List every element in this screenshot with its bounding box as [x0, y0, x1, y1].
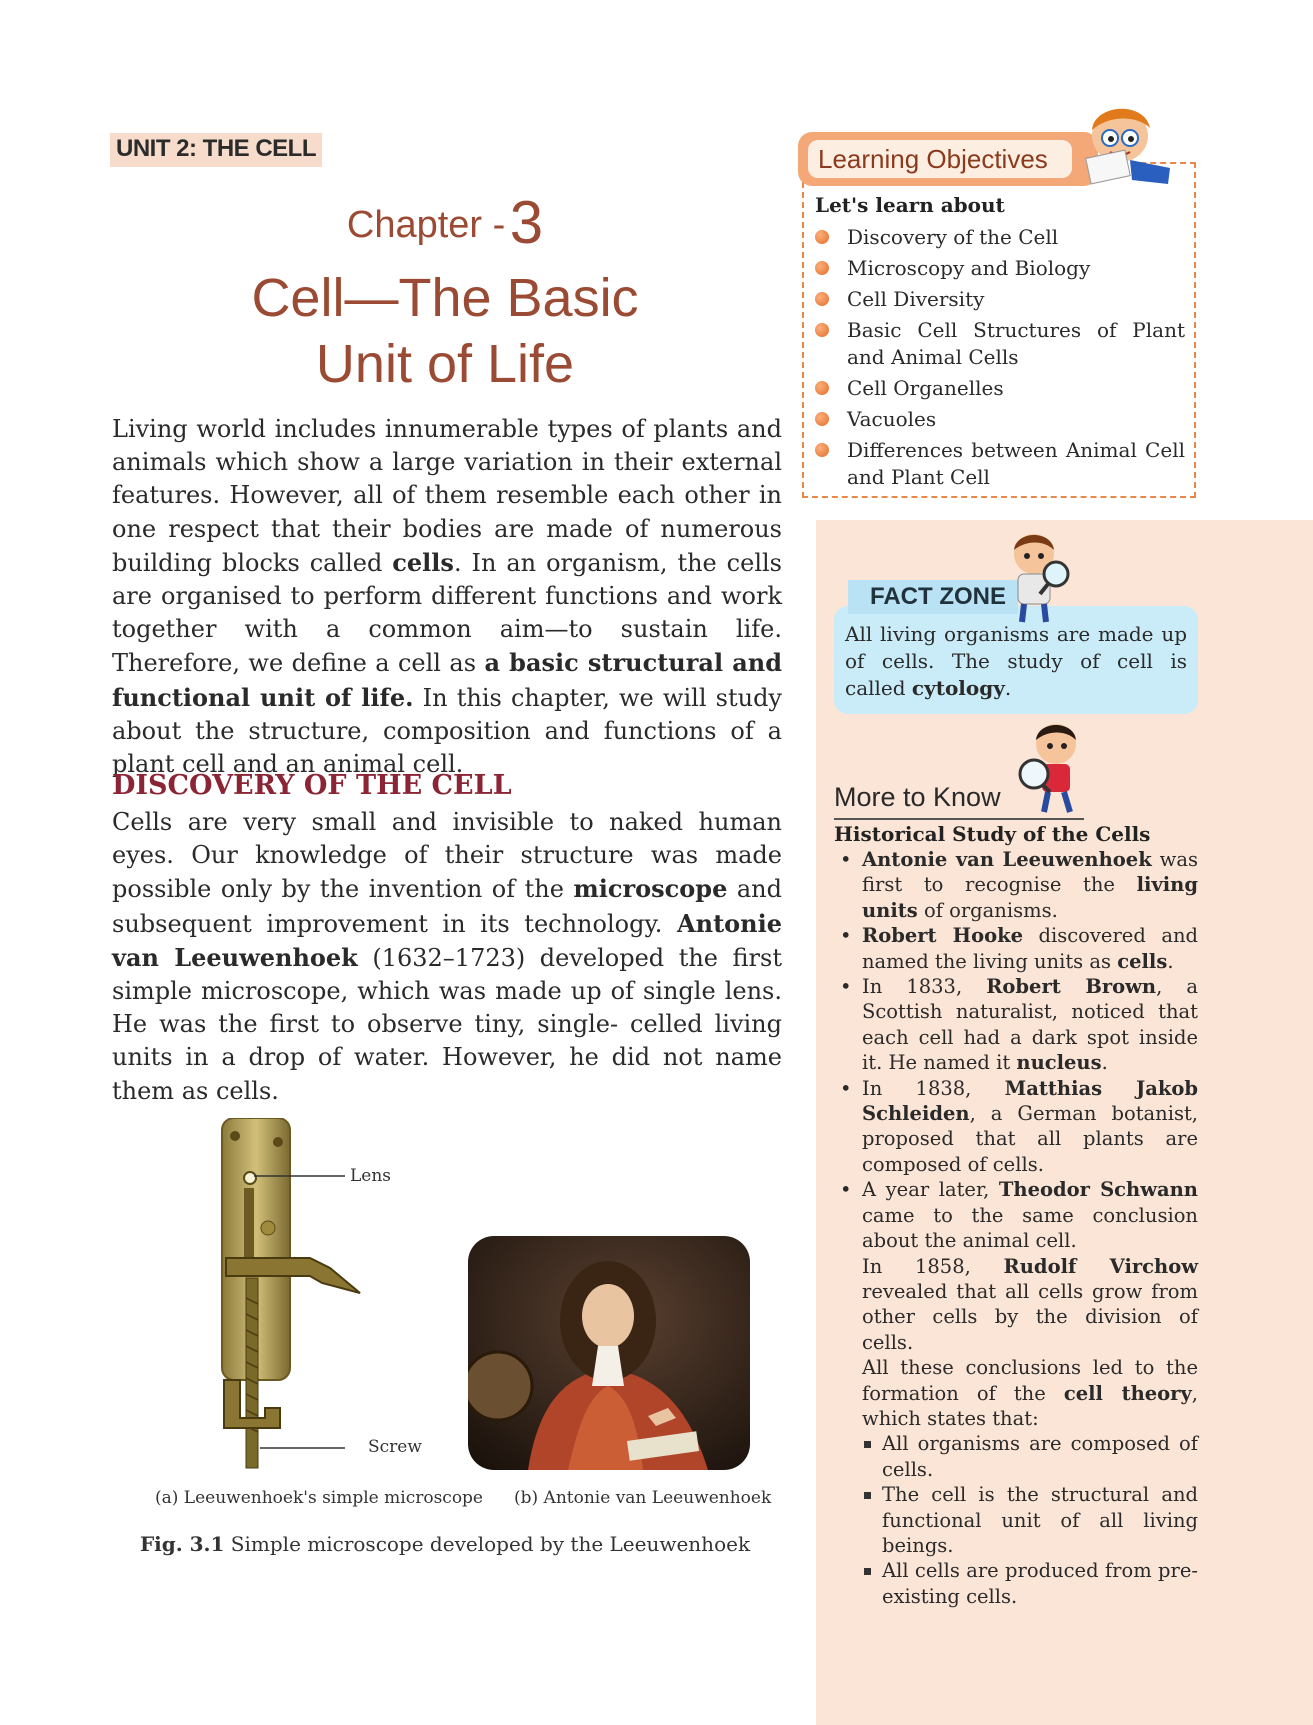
discovery-bold-microscope: microscope: [573, 874, 728, 904]
fact-zone-title: FACT ZONE: [848, 580, 1018, 614]
figure-number: Fig. 3.1: [139, 1532, 225, 1556]
figure-caption: [110, 1532, 780, 1556]
chapter-number-line: [110, 188, 780, 257]
section-heading-discovery: DISCOVERY OF THE CELL: [112, 770, 512, 801]
discovery-text-2: and subsequent improvement in its technology.: [112, 875, 782, 938]
orange-bullet-icon: [815, 230, 829, 244]
intro-text-3: In this chapter, we will study about the structure, composition and functions of a plant cell and an animal cell.: [112, 683, 782, 779]
cell-theory-list: [862, 1431, 1198, 1609]
orange-bullet-icon: [815, 381, 829, 395]
bullet-icon: •: [840, 848, 852, 871]
unit-label: UNIT 2: THE CELL: [110, 133, 322, 167]
objective-item: Cell Diversity: [815, 286, 1185, 313]
orange-bullet-icon: [815, 261, 829, 275]
intro-bold-definition: a basic structural and functional unit of life.: [112, 648, 782, 712]
list-item: • Robert Hooke discovered and named the living units as cells.: [840, 924, 1198, 973]
divider: [834, 818, 1084, 820]
intro-paragraph: [112, 413, 782, 781]
virchow-paragraph: In 1858, Rudolf Virchow revealed that all cells grow from other cells by the division of cells.: [862, 1254, 1198, 1354]
caption-microscope: (a) Leeuwenhoek's simple microscope: [155, 1488, 483, 1508]
learning-objectives-lead: Let's learn about: [815, 193, 1005, 217]
objective-item: Vacuoles: [815, 406, 1185, 433]
boy-with-magnifier-icon: [1004, 530, 1074, 624]
more-to-know-title: More to Know: [834, 782, 1001, 812]
objective-item: Cell Organelles: [815, 375, 1185, 402]
cell-theory-item: The cell is the structural and functional unit of all living beings.: [862, 1482, 1198, 1558]
bullet-icon: •: [840, 924, 852, 948]
reading-boy-icon: [1080, 98, 1176, 188]
chapter-title-line-2: Unit of Life: [315, 334, 575, 394]
orange-bullet-icon: [815, 412, 829, 426]
historical-study-heading: Historical Study of the Cells: [834, 822, 1151, 846]
historical-list: [836, 847, 1198, 1609]
list-item: • In 1838, Matthias Jakob Schleiden, a German botanist, proposed that all plants are composed of cells.: [840, 1076, 1198, 1176]
cell-theory-item: All organisms are composed of cells.: [862, 1431, 1198, 1482]
intro-text-2: . In an organism, the cells are organised to perform different functions and work together with a common aim—to sustain life. Therefore, we define a cell as: [112, 548, 782, 678]
chapter-title-line-1: Cell—The Basic: [251, 268, 639, 328]
list-item: • Antonie van Leeuwenhoek was first to recognise the living units of organisms.: [840, 848, 1198, 922]
orange-bullet-icon: [815, 292, 829, 306]
boy-with-magnifier-icon: [1012, 722, 1088, 814]
bullet-icon: •: [840, 1178, 852, 1202]
square-bullet-icon: [864, 1492, 871, 1499]
intro-bold-cells: cells: [392, 547, 454, 577]
orange-bullet-icon: [815, 443, 829, 457]
leeuwenhoek-portrait: [468, 1236, 750, 1470]
cell-theory-item: All cells are produced from pre-existing cells.: [862, 1558, 1198, 1609]
chapter-title: [110, 265, 780, 397]
list-item: • A year later, Theodor Schwann came to the same conclusion about the animal cell. In 1858, Rudolf Virchow revealed that all cells grow from other cells by the division of cells. All these conclusions led to the formation of the cell theory, which states that: All organisms are composed of cells. The cell is the structural and functional unit of all living beings. All cells are produced from pre-existing cells.: [840, 1178, 1198, 1608]
caption-portrait: (b) Antonie van Leeuwenhoek: [514, 1488, 772, 1508]
square-bullet-icon: [864, 1441, 871, 1448]
figure-title: Simple microscope developed by the Leeuwenhoek: [224, 1532, 751, 1556]
objective-item: Basic Cell Structures of Plant and Animal Cells: [815, 317, 1185, 371]
discovery-bold-leeuwenhoek: Antonie van Leeuwenhoek: [112, 908, 782, 972]
objective-item: Microscopy and Biology: [815, 255, 1185, 282]
cell-theory-paragraph: All these conclusions led to the formation of the cell theory, which states that:: [862, 1356, 1198, 1430]
discovery-text-1: Cells are very small and invisible to naked human eyes. Our knowledge of their structure was made possible only by the invention of the: [112, 808, 782, 904]
bullet-icon: •: [840, 975, 852, 999]
orange-bullet-icon: [815, 323, 829, 337]
learning-objectives-title: Learning Objectives: [808, 140, 1072, 178]
objective-item: Differences between Animal Cell and Plant Cell: [815, 437, 1185, 491]
square-bullet-icon: [864, 1568, 871, 1575]
objective-item: Discovery of the Cell: [815, 224, 1185, 251]
fact-bold-cytology: cytology: [911, 676, 1005, 700]
bullet-icon: •: [840, 1076, 852, 1100]
discovery-paragraph: [112, 806, 782, 1108]
label-lens: Lens: [350, 1166, 392, 1186]
label-screw: Screw: [368, 1437, 422, 1457]
list-item: • In 1833, Robert Brown, a Scottish naturalist, noticed that each cell had a dark spot inside it. He named it nucleus.: [840, 975, 1198, 1075]
intro-text-1: Living world includes innumerable types of plants and animals which show a large variation in their external features. However, all of them resemble each other in one respect that their bodies are made of numerous building blocks called: [112, 415, 782, 577]
learning-objectives-list: [815, 224, 1185, 495]
discovery-text-3: (1632–1723) developed the first simple microscope, which was made up of single lens. He was the first to observe tiny, single- celled living units in a drop of water. However, he did not name them as cells.: [112, 943, 782, 1105]
fact-zone-text: All living organisms are made up of cells. The study of cell is called cytology.: [845, 622, 1187, 700]
chapter-number: 3: [509, 189, 544, 256]
chapter-label: Chapter -: [346, 204, 506, 246]
